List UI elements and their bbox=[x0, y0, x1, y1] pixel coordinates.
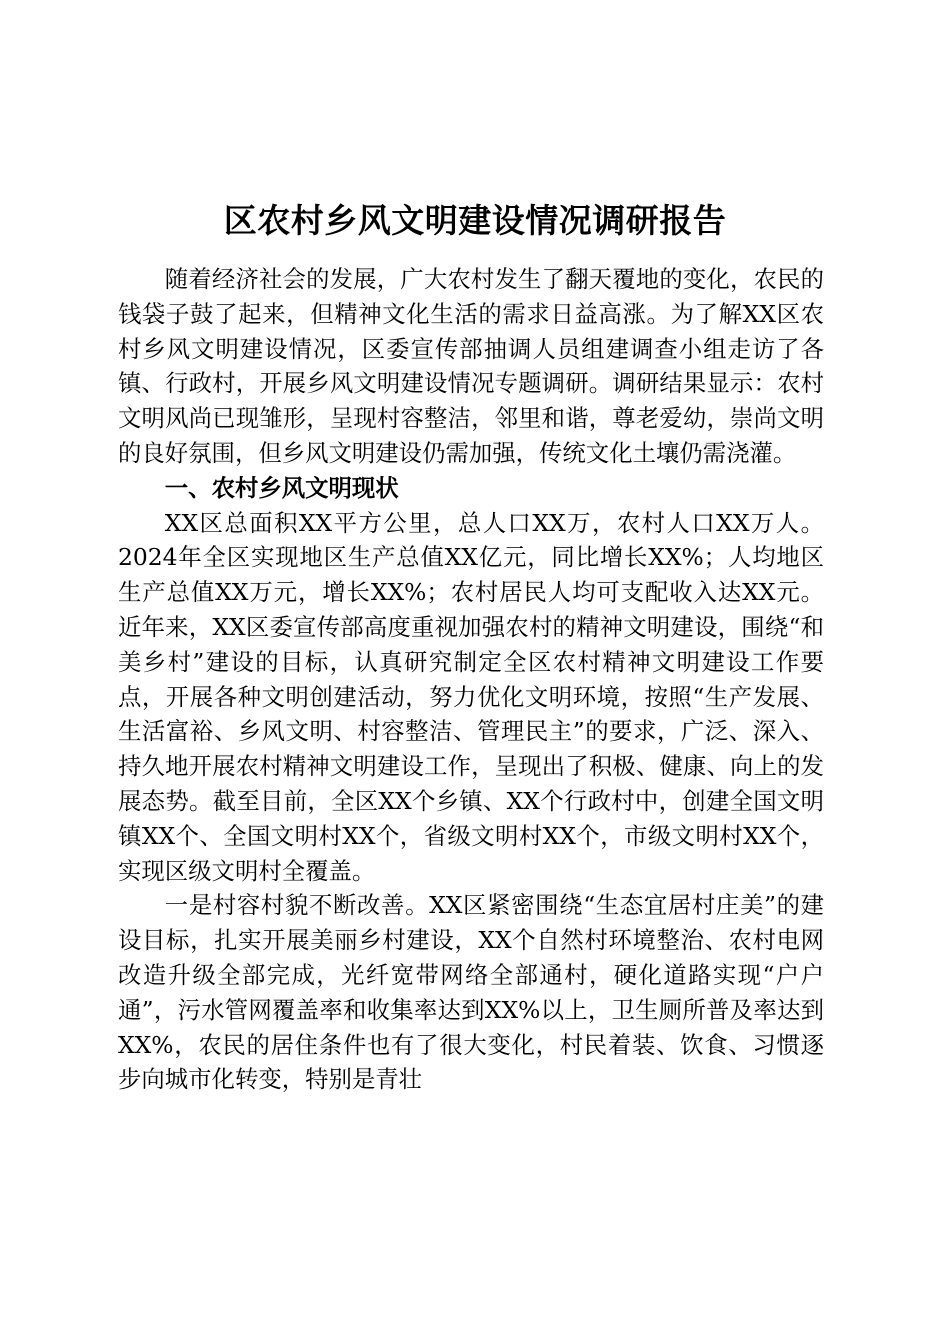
status-paragraph: XX区总面积XX平方公里，总人口XX万，农村人口XX万人。2024年全区实现地区生产总值XX亿元，同比增长XX%；人均地区生产总值XX万元，增长XX%；农村居民人均可支配收入达XX元。近年来，XX区委宣传部高度重视加强农村的精神文明建设，围绕“和美乡村”建设的目标，认真研究制定全区农村精神文明建设工作要点，开展各种文明创建活动，努力优化文明环境，按照“生产发展、生活富裕、乡风文明、村容整洁、管理民主”的要求，广泛、深入、持久地开展农村精神文明建设工作，呈现出了积极、健康、向上的发展态势。截至目前，全区XX个乡镇、XX个行政村中，创建全国文明镇XX个、全国文明村XX个，省级文明村XX个，市级文明村XX个，实现区级文明村全覆盖。 bbox=[118, 508, 824, 885]
village-appearance-paragraph: 一是村容村貌不断改善。XX区紧密围绕“生态宜居村庄美”的建设目标，扎实开展美丽乡村建设，XX个自然村环境整治、农村电网改造升级全部完成，光纤宽带网络全部通村，硬化道路实现“户户通”，污水管网覆盖率和收集率达到XX%以上，卫生厕所普及率达到XX%，农民的居住条件也有了很大变化，村民着装、饮食、习惯逐步向城市化转变，特别是青壮 bbox=[118, 891, 824, 1094]
section-heading: 一、农村乡风文明现状 bbox=[164, 473, 399, 502]
document-body bbox=[118, 262, 824, 1097]
intro-paragraph: 随着经济社会的发展，广大农村发生了翻天覆地的变化，农民的钱袋子鼓了起来，但精神文化生活的需求日益高涨。为了解XX区农村乡风文明建设情况，区委宣传部抽调人员组建调查小组走访了各镇、行政村，开展乡风文明建设情况专题调研。调研结果显示：农村文明风尚已现雏形，呈现村容整洁，邻里和谐，尊老爱幼，崇尚文明的良好氛围，但乡风文明建设仍需加强，传统文化土壤仍需浇灌。 bbox=[118, 265, 824, 467]
document-title: 区农村乡风文明建设情况调研报告 bbox=[223, 201, 727, 240]
